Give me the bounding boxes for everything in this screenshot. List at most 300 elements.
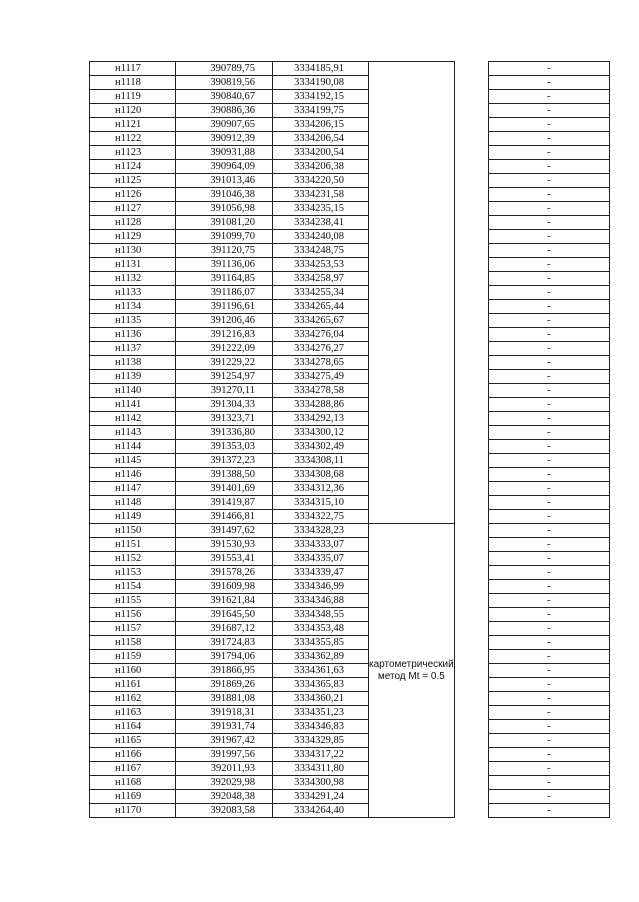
- y-coordinate-cell: 3334322,75: [273, 510, 369, 524]
- point-name-cell: н1118: [90, 76, 176, 90]
- accuracy-cell: -: [488, 300, 609, 314]
- y-coordinate-cell: 3334276,04: [273, 328, 369, 342]
- y-coordinate-cell: 3334292,13: [273, 412, 369, 426]
- empty-cell: [454, 482, 488, 496]
- accuracy-cell: -: [488, 734, 609, 748]
- point-name-cell: н1145: [90, 454, 176, 468]
- method-cell: [369, 160, 455, 174]
- y-coordinate-cell: 3334300,98: [273, 776, 369, 790]
- method-cell: [369, 272, 455, 286]
- x-coordinate-cell: 391931,74: [176, 720, 273, 734]
- point-name-cell: н1148: [90, 496, 176, 510]
- table-row: [90, 132, 610, 146]
- empty-cell: [454, 272, 488, 286]
- point-name-cell: н1136: [90, 328, 176, 342]
- table-row: [90, 342, 610, 356]
- x-coordinate-cell: 391372,23: [176, 454, 273, 468]
- point-name-cell: н1126: [90, 188, 176, 202]
- table-row: [90, 412, 610, 426]
- y-coordinate-cell: 3334200,54: [273, 146, 369, 160]
- y-coordinate-cell: 3334199,75: [273, 104, 369, 118]
- y-coordinate-cell: 3334335,07: [273, 552, 369, 566]
- accuracy-cell: -: [488, 132, 609, 146]
- table-row: [90, 146, 610, 160]
- method-cell: [369, 132, 455, 146]
- accuracy-cell: -: [488, 286, 609, 300]
- accuracy-cell: -: [488, 790, 609, 804]
- x-coordinate-cell: 391254,97: [176, 370, 273, 384]
- empty-cell: [454, 720, 488, 734]
- empty-cell: [454, 594, 488, 608]
- x-coordinate-cell: 391530,93: [176, 538, 273, 552]
- table-row: [90, 734, 610, 748]
- method-cell: [369, 230, 455, 244]
- y-coordinate-cell: 3334235,15: [273, 202, 369, 216]
- table-row: [90, 468, 610, 482]
- point-name-cell: н1138: [90, 356, 176, 370]
- table-row: [90, 314, 610, 328]
- point-name-cell: н1132: [90, 272, 176, 286]
- accuracy-cell: -: [488, 650, 609, 664]
- point-name-cell: н1168: [90, 776, 176, 790]
- accuracy-cell: -: [488, 342, 609, 356]
- empty-cell: [454, 650, 488, 664]
- accuracy-cell: -: [488, 188, 609, 202]
- x-coordinate-cell: 391081,20: [176, 216, 273, 230]
- accuracy-cell: -: [488, 90, 609, 104]
- accuracy-cell: -: [488, 580, 609, 594]
- method-cell: [369, 496, 455, 510]
- point-name-cell: н1135: [90, 314, 176, 328]
- method-merged-cell: картометрический метод Mt = 0.5: [369, 524, 455, 818]
- accuracy-cell: -: [488, 202, 609, 216]
- point-name-cell: н1160: [90, 664, 176, 678]
- method-cell: [369, 174, 455, 188]
- table-row: [90, 286, 610, 300]
- table-row: [90, 510, 610, 524]
- accuracy-cell: -: [488, 62, 609, 76]
- empty-cell: [454, 118, 488, 132]
- y-coordinate-cell: 3334346,88: [273, 594, 369, 608]
- point-name-cell: н1159: [90, 650, 176, 664]
- accuracy-cell: -: [488, 776, 609, 790]
- empty-cell: [454, 76, 488, 90]
- empty-cell: [454, 398, 488, 412]
- empty-cell: [454, 286, 488, 300]
- method-cell: [369, 510, 455, 524]
- accuracy-cell: -: [488, 160, 609, 174]
- empty-cell: [454, 706, 488, 720]
- point-name-cell: н1163: [90, 706, 176, 720]
- empty-cell: [454, 230, 488, 244]
- point-name-cell: н1167: [90, 762, 176, 776]
- point-name-cell: н1157: [90, 622, 176, 636]
- point-name-cell: н1170: [90, 804, 176, 818]
- x-coordinate-cell: 391553,41: [176, 552, 273, 566]
- point-name-cell: н1119: [90, 90, 176, 104]
- empty-cell: [454, 62, 488, 76]
- y-coordinate-cell: 3334258,97: [273, 272, 369, 286]
- y-coordinate-cell: 3334353,48: [273, 622, 369, 636]
- accuracy-cell: -: [488, 216, 609, 230]
- accuracy-cell: -: [488, 314, 609, 328]
- y-coordinate-cell: 3334312,36: [273, 482, 369, 496]
- x-coordinate-cell: 391609,98: [176, 580, 273, 594]
- accuracy-cell: -: [488, 482, 609, 496]
- method-cell: [369, 412, 455, 426]
- accuracy-cell: -: [488, 804, 609, 818]
- table-row: [90, 692, 610, 706]
- empty-cell: [454, 608, 488, 622]
- y-coordinate-cell: 3334206,38: [273, 160, 369, 174]
- table-row: [90, 636, 610, 650]
- method-cell: [369, 482, 455, 496]
- method-cell: [369, 104, 455, 118]
- point-name-cell: н1164: [90, 720, 176, 734]
- x-coordinate-cell: 391222,09: [176, 342, 273, 356]
- empty-cell: [454, 622, 488, 636]
- y-coordinate-cell: 3334276,27: [273, 342, 369, 356]
- accuracy-cell: -: [488, 566, 609, 580]
- empty-cell: [454, 734, 488, 748]
- accuracy-cell: -: [488, 510, 609, 524]
- table-row: [90, 258, 610, 272]
- y-coordinate-cell: 3334302,49: [273, 440, 369, 454]
- accuracy-cell: -: [488, 328, 609, 342]
- y-coordinate-cell: 3334308,11: [273, 454, 369, 468]
- accuracy-cell: -: [488, 524, 609, 538]
- table-row: [90, 594, 610, 608]
- y-coordinate-cell: 3334231,58: [273, 188, 369, 202]
- empty-cell: [454, 776, 488, 790]
- point-name-cell: н1169: [90, 790, 176, 804]
- accuracy-cell: -: [488, 370, 609, 384]
- method-cell: [369, 216, 455, 230]
- empty-cell: [454, 160, 488, 174]
- x-coordinate-cell: 390819,56: [176, 76, 273, 90]
- empty-cell: [454, 104, 488, 118]
- accuracy-cell: -: [488, 412, 609, 426]
- point-name-cell: н1158: [90, 636, 176, 650]
- point-name-cell: н1128: [90, 216, 176, 230]
- y-coordinate-cell: 3334238,41: [273, 216, 369, 230]
- method-cell: [369, 202, 455, 216]
- point-name-cell: н1161: [90, 678, 176, 692]
- accuracy-cell: -: [488, 706, 609, 720]
- x-coordinate-cell: 391304,33: [176, 398, 273, 412]
- empty-cell: [454, 496, 488, 510]
- method-cell: [369, 300, 455, 314]
- method-cell: [369, 356, 455, 370]
- y-coordinate-cell: 3334255,34: [273, 286, 369, 300]
- y-coordinate-cell: 3334240,08: [273, 230, 369, 244]
- x-coordinate-cell: 391621,84: [176, 594, 273, 608]
- table-row: [90, 384, 610, 398]
- table-row: [90, 62, 610, 76]
- method-cell: [369, 342, 455, 356]
- empty-cell: [454, 342, 488, 356]
- x-coordinate-cell: 390789,75: [176, 62, 273, 76]
- table-row: [90, 552, 610, 566]
- table-row: [90, 440, 610, 454]
- point-name-cell: н1129: [90, 230, 176, 244]
- point-name-cell: н1130: [90, 244, 176, 258]
- y-coordinate-cell: 3334333,07: [273, 538, 369, 552]
- table-row: [90, 496, 610, 510]
- accuracy-cell: -: [488, 356, 609, 370]
- table-row: [90, 608, 610, 622]
- x-coordinate-cell: 391497,62: [176, 524, 273, 538]
- accuracy-cell: -: [488, 538, 609, 552]
- accuracy-cell: -: [488, 762, 609, 776]
- accuracy-cell: -: [488, 496, 609, 510]
- x-coordinate-cell: 390840,67: [176, 90, 273, 104]
- y-coordinate-cell: 3334360,21: [273, 692, 369, 706]
- table-row: [90, 300, 610, 314]
- accuracy-cell: -: [488, 384, 609, 398]
- table-row: [90, 748, 610, 762]
- empty-cell: [454, 314, 488, 328]
- point-name-cell: н1139: [90, 370, 176, 384]
- y-coordinate-cell: 3334278,65: [273, 356, 369, 370]
- y-coordinate-cell: 3334190,08: [273, 76, 369, 90]
- point-name-cell: н1150: [90, 524, 176, 538]
- x-coordinate-cell: 391229,22: [176, 356, 273, 370]
- point-name-cell: н1120: [90, 104, 176, 118]
- x-coordinate-cell: 391216,83: [176, 328, 273, 342]
- empty-cell: [454, 384, 488, 398]
- y-coordinate-cell: 3334348,55: [273, 608, 369, 622]
- empty-cell: [454, 258, 488, 272]
- method-cell: [369, 440, 455, 454]
- table-row: [90, 202, 610, 216]
- y-coordinate-cell: 3334328,23: [273, 524, 369, 538]
- point-name-cell: н1151: [90, 538, 176, 552]
- point-name-cell: н1131: [90, 258, 176, 272]
- method-cell: [369, 314, 455, 328]
- accuracy-cell: -: [488, 272, 609, 286]
- point-name-cell: н1152: [90, 552, 176, 566]
- point-name-cell: н1155: [90, 594, 176, 608]
- accuracy-cell: -: [488, 594, 609, 608]
- point-name-cell: н1134: [90, 300, 176, 314]
- x-coordinate-cell: 391466,81: [176, 510, 273, 524]
- table-row: [90, 706, 610, 720]
- x-coordinate-cell: 391724,83: [176, 636, 273, 650]
- x-coordinate-cell: 390964,09: [176, 160, 273, 174]
- x-coordinate-cell: 391881,08: [176, 692, 273, 706]
- x-coordinate-cell: 391645,50: [176, 608, 273, 622]
- x-coordinate-cell: 391687,12: [176, 622, 273, 636]
- empty-cell: [454, 216, 488, 230]
- point-name-cell: н1123: [90, 146, 176, 160]
- table-row: [90, 356, 610, 370]
- empty-cell: [454, 748, 488, 762]
- method-cell: [369, 398, 455, 412]
- table-row: [90, 244, 610, 258]
- y-coordinate-cell: 3334315,10: [273, 496, 369, 510]
- empty-cell: [454, 412, 488, 426]
- accuracy-cell: -: [488, 608, 609, 622]
- empty-cell: [454, 524, 488, 538]
- x-coordinate-cell: 391099,70: [176, 230, 273, 244]
- table-row: [90, 76, 610, 90]
- point-name-cell: н1149: [90, 510, 176, 524]
- accuracy-cell: -: [488, 146, 609, 160]
- y-coordinate-cell: 3334275,49: [273, 370, 369, 384]
- table-row: [90, 370, 610, 384]
- table-row: [90, 538, 610, 552]
- y-coordinate-cell: 3334351,23: [273, 706, 369, 720]
- method-cell: [369, 286, 455, 300]
- y-coordinate-cell: 3334311,80: [273, 762, 369, 776]
- table-row: [90, 664, 610, 678]
- x-coordinate-cell: 391401,69: [176, 482, 273, 496]
- point-name-cell: н1142: [90, 412, 176, 426]
- point-name-cell: н1141: [90, 398, 176, 412]
- table-row: [90, 482, 610, 496]
- x-coordinate-cell: 392029,98: [176, 776, 273, 790]
- empty-cell: [454, 426, 488, 440]
- y-coordinate-cell: 3334361,63: [273, 664, 369, 678]
- table-row: [90, 804, 610, 818]
- table-row: [90, 272, 610, 286]
- empty-cell: [454, 202, 488, 216]
- y-coordinate-cell: 3334317,22: [273, 748, 369, 762]
- point-name-cell: н1124: [90, 160, 176, 174]
- point-name-cell: н1165: [90, 734, 176, 748]
- point-name-cell: н1144: [90, 440, 176, 454]
- table-row: [90, 230, 610, 244]
- accuracy-cell: -: [488, 258, 609, 272]
- accuracy-cell: -: [488, 398, 609, 412]
- y-coordinate-cell: 3334329,85: [273, 734, 369, 748]
- table-row: [90, 720, 610, 734]
- accuracy-cell: -: [488, 118, 609, 132]
- accuracy-cell: -: [488, 76, 609, 90]
- y-coordinate-cell: 3334365,83: [273, 678, 369, 692]
- x-coordinate-cell: 391918,31: [176, 706, 273, 720]
- y-coordinate-cell: 3334346,99: [273, 580, 369, 594]
- y-coordinate-cell: 3334185,91: [273, 62, 369, 76]
- empty-cell: [454, 468, 488, 482]
- x-coordinate-cell: 391323,71: [176, 412, 273, 426]
- accuracy-cell: -: [488, 552, 609, 566]
- table-row: [90, 776, 610, 790]
- empty-cell: [454, 356, 488, 370]
- x-coordinate-cell: 392048,38: [176, 790, 273, 804]
- point-name-cell: н1153: [90, 566, 176, 580]
- table-row: [90, 622, 610, 636]
- y-coordinate-cell: 3334206,15: [273, 118, 369, 132]
- empty-cell: [454, 538, 488, 552]
- y-coordinate-cell: 3334362,89: [273, 650, 369, 664]
- table-row: [90, 174, 610, 188]
- table-row: [90, 104, 610, 118]
- x-coordinate-cell: 391419,87: [176, 496, 273, 510]
- accuracy-cell: -: [488, 244, 609, 258]
- point-name-cell: н1146: [90, 468, 176, 482]
- empty-cell: [454, 692, 488, 706]
- x-coordinate-cell: 391336,80: [176, 426, 273, 440]
- x-coordinate-cell: 391206,46: [176, 314, 273, 328]
- empty-cell: [454, 510, 488, 524]
- accuracy-cell: -: [488, 678, 609, 692]
- x-coordinate-cell: 391353,03: [176, 440, 273, 454]
- y-coordinate-cell: 3334265,44: [273, 300, 369, 314]
- method-cell: [369, 188, 455, 202]
- table-row: [90, 398, 610, 412]
- point-name-cell: н1156: [90, 608, 176, 622]
- point-name-cell: н1154: [90, 580, 176, 594]
- empty-cell: [454, 146, 488, 160]
- x-coordinate-cell: 391388,50: [176, 468, 273, 482]
- method-cell: [369, 90, 455, 104]
- x-coordinate-cell: 391164,85: [176, 272, 273, 286]
- empty-cell: [454, 454, 488, 468]
- table-row: [90, 216, 610, 230]
- empty-cell: [454, 636, 488, 650]
- accuracy-cell: -: [488, 468, 609, 482]
- x-coordinate-cell: 390912,39: [176, 132, 273, 146]
- empty-cell: [454, 440, 488, 454]
- table-row: [90, 524, 610, 538]
- empty-cell: [454, 188, 488, 202]
- table-row: [90, 328, 610, 342]
- table-row: [90, 118, 610, 132]
- empty-cell: [454, 370, 488, 384]
- accuracy-cell: -: [488, 174, 609, 188]
- empty-cell: [454, 664, 488, 678]
- accuracy-cell: -: [488, 748, 609, 762]
- accuracy-cell: -: [488, 622, 609, 636]
- accuracy-cell: -: [488, 720, 609, 734]
- accuracy-cell: -: [488, 636, 609, 650]
- empty-cell: [454, 328, 488, 342]
- table-row: [90, 650, 610, 664]
- point-name-cell: н1147: [90, 482, 176, 496]
- x-coordinate-cell: 392083,58: [176, 804, 273, 818]
- point-name-cell: н1125: [90, 174, 176, 188]
- x-coordinate-cell: 391794,06: [176, 650, 273, 664]
- accuracy-cell: -: [488, 692, 609, 706]
- empty-cell: [454, 90, 488, 104]
- table-row: [90, 426, 610, 440]
- table-row: [90, 678, 610, 692]
- point-name-cell: н1140: [90, 384, 176, 398]
- table-row: [90, 762, 610, 776]
- method-cell: [369, 384, 455, 398]
- empty-cell: [454, 566, 488, 580]
- point-name-cell: н1133: [90, 286, 176, 300]
- y-coordinate-cell: 3334346,83: [273, 720, 369, 734]
- method-cell: [369, 146, 455, 160]
- accuracy-cell: -: [488, 664, 609, 678]
- method-cell: [369, 118, 455, 132]
- point-name-cell: н1137: [90, 342, 176, 356]
- y-coordinate-cell: 3334300,12: [273, 426, 369, 440]
- x-coordinate-cell: 392011,93: [176, 762, 273, 776]
- method-cell: [369, 370, 455, 384]
- x-coordinate-cell: 390886,36: [176, 104, 273, 118]
- table-row: [90, 160, 610, 174]
- y-coordinate-cell: 3334339,47: [273, 566, 369, 580]
- y-coordinate-cell: 3334355,85: [273, 636, 369, 650]
- method-cell: [369, 468, 455, 482]
- x-coordinate-cell: 391046,38: [176, 188, 273, 202]
- empty-cell: [454, 552, 488, 566]
- point-name-cell: н1162: [90, 692, 176, 706]
